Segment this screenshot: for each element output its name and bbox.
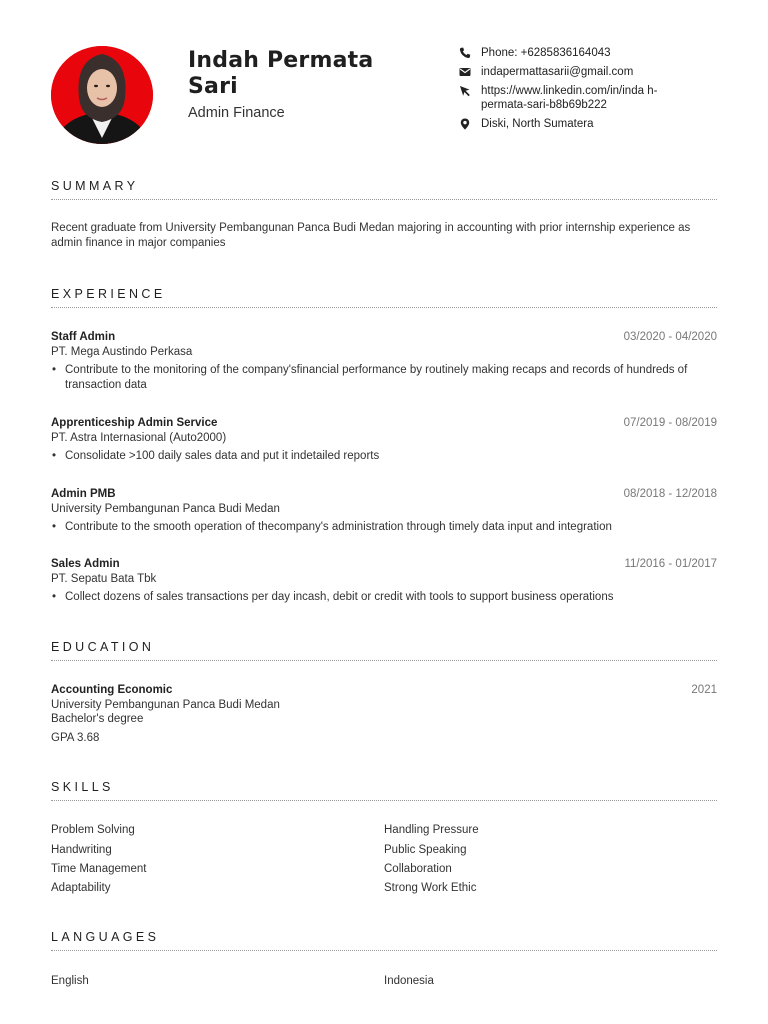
experience-section [51, 287, 717, 617]
experience-heading: EXPERIENCE [51, 287, 166, 301]
contact-location-text: Diski, North Sumatera [481, 118, 594, 130]
contact-email-text: indapermattasarii@gmail.com [481, 66, 634, 78]
profile-photo-illustration [51, 46, 153, 144]
job-bullet: • Collect dozens of sales transactions per day incash, debit or credit with tools to support business operations [51, 590, 717, 605]
language-item: Indonesia [384, 975, 434, 987]
location-pin-icon [459, 118, 471, 130]
job-bullet: • Contribute to the smooth operation of thecompany's administration through timely data input and integration [51, 520, 717, 535]
job-date: 11/2016 - 01/2017 [624, 558, 717, 570]
summary-heading: SUMMARY [51, 179, 139, 193]
job-company: PT. Mega Austindo Perkasa [51, 345, 193, 358]
skills-section [51, 780, 717, 900]
education-year: 2021 [691, 684, 717, 696]
skill-item: Time Management [51, 863, 147, 875]
skills-heading: SKILLS [51, 780, 114, 794]
job-date: 07/2019 - 08/2019 [623, 417, 717, 429]
skill-item: Strong Work Ethic [384, 882, 477, 894]
job-company: PT. Sepatu Bata Tbk [51, 572, 157, 585]
section-divider [51, 307, 717, 308]
job-date: 08/2018 - 12/2018 [623, 488, 717, 500]
resume-header [51, 46, 717, 146]
skill-item: Adaptability [51, 882, 111, 894]
summary-section [51, 179, 717, 250]
email-icon [459, 66, 471, 78]
education-degree: Bachelor's degree [51, 713, 144, 725]
section-divider [51, 800, 717, 801]
experience-item [51, 487, 717, 535]
job-title: Apprenticeship Admin Service [51, 417, 218, 429]
candidate-title: Admin Finance [188, 105, 285, 121]
experience-item [51, 330, 717, 392]
contact-linkedin-text: https://www.linkedin.com/in/inda h-permata-sari-b8b69b222 [481, 85, 658, 111]
job-bullet: • Contribute to the monitoring of the company'sfinancial performance by routinely making recaps and records of hundreds of transaction data [51, 363, 717, 392]
contact-list [459, 46, 699, 136]
job-bullet: • Consolidate >100 daily sales data and put it indetailed reports [51, 449, 717, 464]
section-divider [51, 660, 717, 661]
skill-item: Public Speaking [384, 844, 467, 856]
skill-item: Collaboration [384, 863, 452, 875]
section-divider [51, 950, 717, 951]
languages-section [51, 930, 717, 1000]
name-block [188, 48, 418, 121]
experience-item [51, 416, 717, 464]
skill-item: Handwriting [51, 844, 112, 856]
phone-icon [459, 47, 471, 59]
contact-phone [459, 46, 699, 60]
job-company: PT. Astra Internasional (Auto2000) [51, 431, 227, 444]
job-company: University Pembangunan Panca Budi Medan [51, 502, 280, 515]
skill-item: Handling Pressure [384, 824, 479, 836]
experience-item [51, 557, 717, 605]
contact-phone-text: Phone: +6285836164043 [481, 47, 611, 59]
education-field: Accounting Economic [51, 684, 173, 696]
candidate-name: Indah Permata Sari [188, 48, 374, 99]
job-title: Admin PMB [51, 488, 116, 500]
contact-location [459, 117, 699, 131]
summary-text: Recent graduate from University Pembangunan Panca Budi Medan majoring in accounting with prior internship experience as admin finance in major companies [51, 222, 691, 249]
education-section [51, 640, 717, 750]
job-date: 03/2020 - 04/2020 [623, 331, 717, 343]
education-gpa: GPA 3.68 [51, 731, 100, 744]
languages-heading: LANGUAGES [51, 930, 160, 944]
contact-email[interactable] [459, 65, 699, 79]
language-item: English [51, 975, 89, 987]
job-title: Sales Admin [51, 558, 120, 570]
job-title: Staff Admin [51, 331, 116, 343]
contact-linkedin[interactable] [459, 84, 699, 112]
link-cursor-icon [459, 85, 471, 97]
skill-item: Problem Solving [51, 824, 135, 836]
education-item [51, 683, 717, 745]
profile-photo [51, 46, 153, 144]
education-heading: EDUCATION [51, 640, 155, 654]
education-school: University Pembangunan Panca Budi Medan [51, 698, 280, 711]
section-divider [51, 199, 717, 200]
